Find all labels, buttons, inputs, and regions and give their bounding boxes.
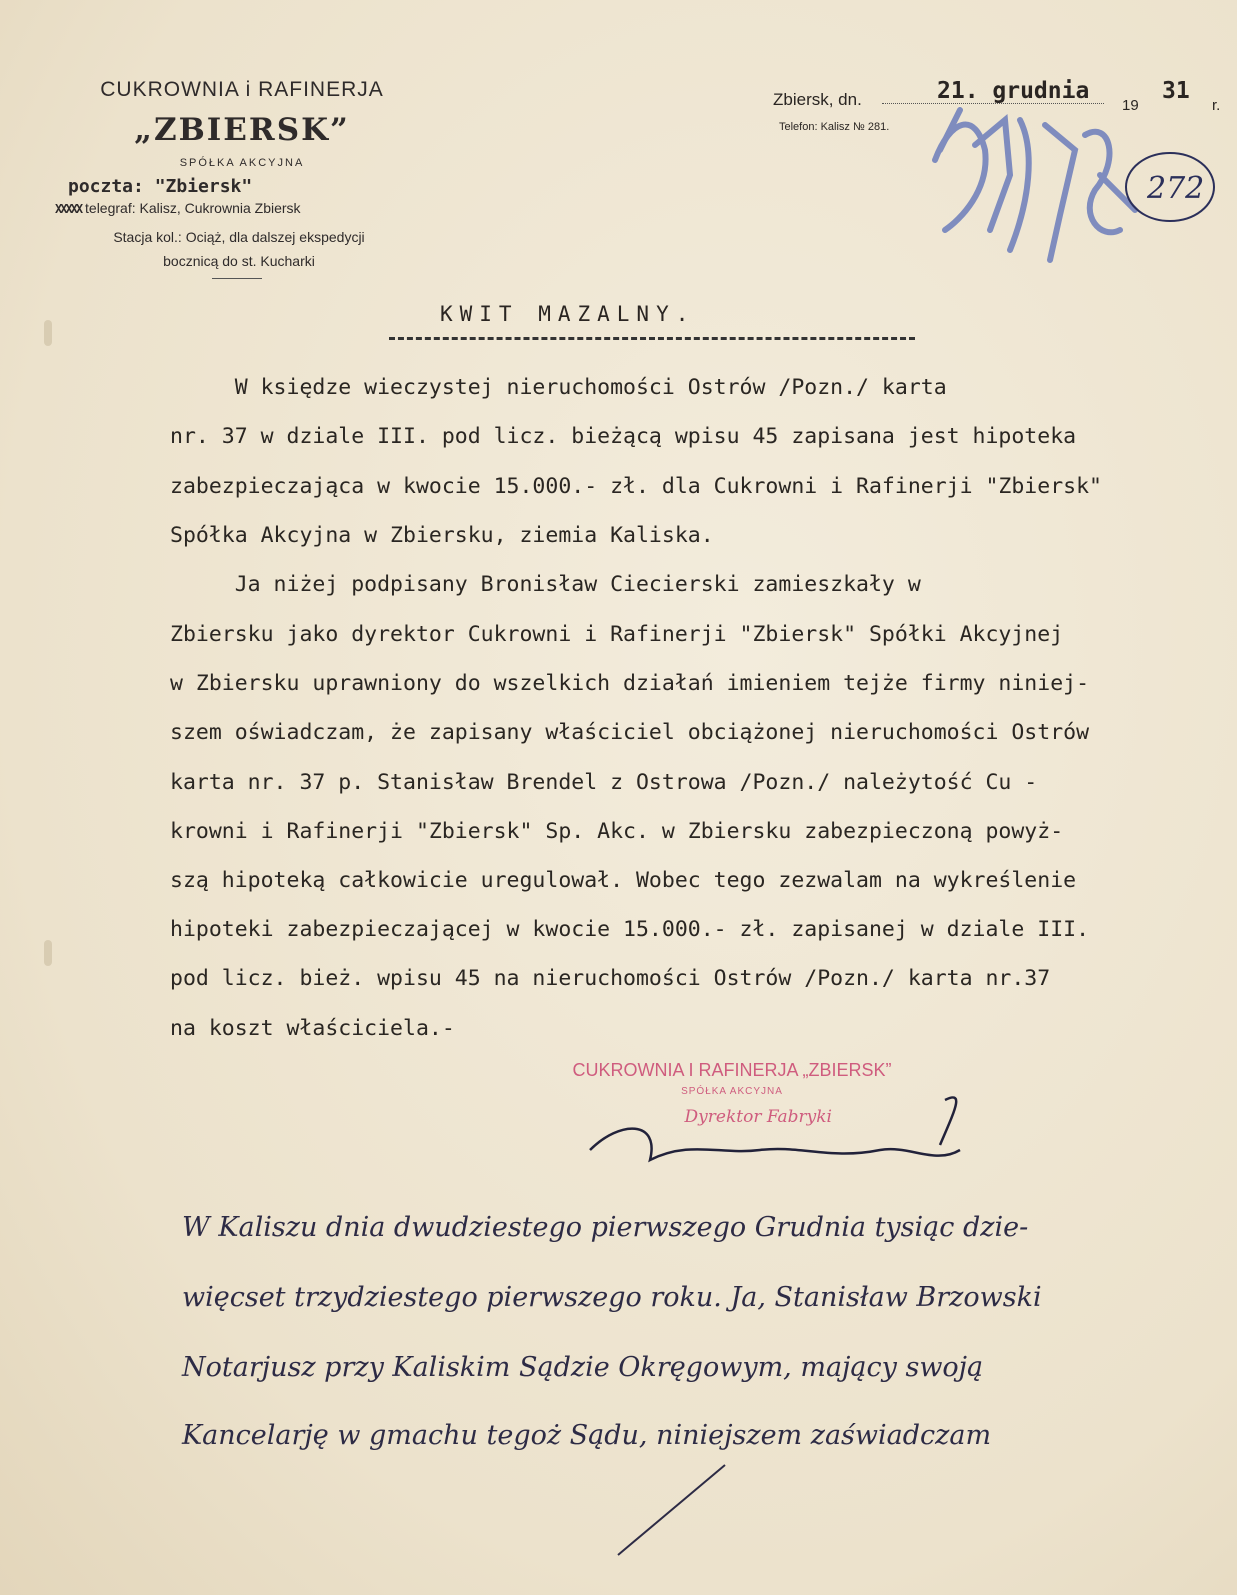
- handwritten-line: W Kaliszu dnia dwudziestego pierwszego Grudnia tysiąc dzie-: [182, 1212, 1029, 1243]
- phone-line: Telefon: Kalisz № 281.: [779, 121, 890, 133]
- body-line: Ja niżej podpisany Bronisław Ciecierski zamieszkały w: [170, 572, 921, 597]
- body-line: nr. 37 w dziale III. pod licz. bieżącą wpisu 45 zapisana jest hipoteka: [170, 424, 1077, 449]
- stacja-line-2: bocznicą do st. Kucharki: [163, 253, 315, 269]
- body-line: karta nr. 37 p. Stanisław Brendel z Ostrowa /Pozn./ należytość Cu -: [170, 770, 1038, 795]
- reference-number: 272: [1147, 171, 1205, 206]
- reference-circle: [1126, 153, 1214, 221]
- handwritten-line: Kancelarję w gmachu tegoż Sądu, niniejszem zaświadczam: [182, 1420, 992, 1451]
- company-stamp-line-3: Dyrektor Fabryki: [684, 1107, 832, 1127]
- telegraf-text: telegraf: Kalisz, Cukrownia Zbiersk: [85, 200, 301, 216]
- body-line: Zbiersku jako dyrektor Cukrowni i Rafinerji "Zbiersk" Spółki Akcyjnej: [170, 622, 1064, 647]
- date-suffix: r.: [1212, 97, 1221, 114]
- body-line: szą hipoteką całkowicie uregulował. Wobec tego zezwalam na wykreślenie: [170, 868, 1077, 893]
- handwritten-line: więcset trzydziestego pierwszego roku. Ja, Stanisław Brzowski: [182, 1282, 1042, 1313]
- letterhead-spolka: SPÓŁKA AKCYJNA: [179, 157, 305, 169]
- letterhead-company: CUKROWNIA i RAFINERJA: [100, 78, 384, 101]
- date-year: 31: [1162, 78, 1190, 104]
- company-stamp-line-1: CUKROWNIA I RAFINERJA „ZBIERSK”: [572, 1060, 892, 1080]
- company-stamp-line-2: SPÓŁKA AKCYJNA: [681, 1086, 783, 1097]
- body-line: szem oświadczam, że zapisany właściciel obciążonej nieruchomości Ostrów: [170, 720, 1090, 745]
- stacja-line-1: Stacja kol.: Ociąż, dla dalszej ekspedycji: [113, 229, 365, 245]
- body-line: hipoteki zabezpieczającej w kwocie 15.000.- zł. zapisanej w dziale III.: [170, 917, 1090, 942]
- date-label: Zbiersk, dn.: [773, 90, 862, 109]
- body-line: krowni i Rafinerji "Zbiersk" Sp. Akc. w Zbiersku zabezpieczoną powyż-: [170, 819, 1064, 844]
- letterhead-name: „ZBIERSK”: [134, 112, 350, 148]
- body-line: na koszt właściciela.-: [170, 1016, 455, 1041]
- handwritten-line: Notarjusz przy Kaliskim Sądzie Okręgowym, mający swoją: [182, 1352, 984, 1383]
- body-line: Spółka Akcyjna w Zbiersku, ziemia Kaliska.: [170, 523, 714, 548]
- document-title: KWIT MAZALNY.: [440, 302, 696, 326]
- blue-pencil-scribble: [935, 110, 1135, 260]
- date-value: 21. grudnia: [937, 78, 1090, 104]
- notary-stroke: [618, 1465, 725, 1555]
- letterhead-poczta: poczta: "Zbiersk": [68, 176, 253, 197]
- date-year-prefix: 19: [1122, 97, 1139, 114]
- struck-out-text: XXXXX: [55, 202, 82, 216]
- signature: [590, 1097, 960, 1160]
- body-line: pod licz. bież. wpisu 45 na nieruchomości Ostrów /Pozn./ karta nr.37: [170, 966, 1051, 991]
- body-line: w Zbiersku uprawniony do wszelkich działań imieniem tejże firmy niniej-: [170, 671, 1090, 696]
- body-line: zabezpieczająca w kwocie 15.000.- zł. dla Cukrowni i Rafinerji "Zbiersk": [170, 474, 1102, 499]
- body-line: W księdze wieczystej nieruchomości Ostrów /Pozn./ karta: [170, 375, 947, 400]
